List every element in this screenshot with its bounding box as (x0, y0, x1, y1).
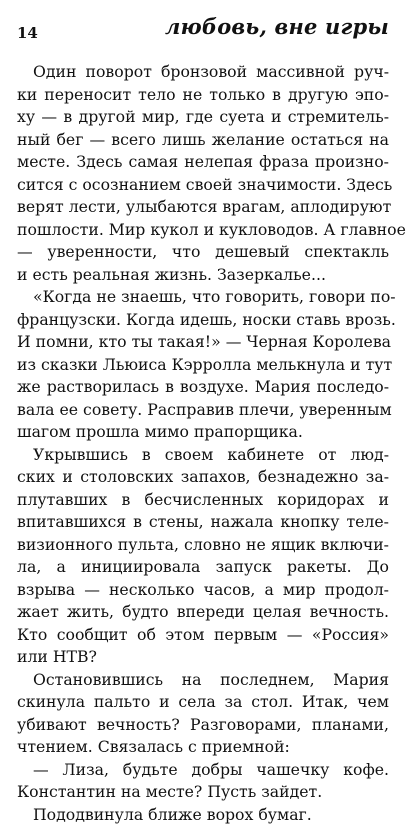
text-line: ла, а инициировала запуск ракеты. До (17, 556, 389, 579)
text-line: — Лиза, будьте добры чашечку кофе. (17, 759, 389, 782)
text-line: Константин на месте? Пусть зайдет. (17, 781, 389, 804)
text-line: Один поворот бронзовой массивной руч- (17, 61, 389, 84)
text-line: ки переносит тело не только в другую эпо- (17, 84, 389, 107)
text-line: — уверенности, что дешевый спектакль (17, 241, 389, 264)
paragraph (17, 61, 389, 286)
text-line: Остановившись на последнем, Мария (17, 669, 389, 692)
paragraph (17, 759, 389, 804)
body-text (17, 61, 389, 826)
running-title: любовь, вне игры (165, 14, 389, 39)
text-line: месте. Здесь самая нелепая фраза произно- (17, 151, 389, 174)
paragraph (17, 804, 389, 826)
paragraph (17, 444, 389, 669)
page-number: 14 (17, 24, 38, 42)
text-line: шагом прошла мимо прапорщика. (17, 421, 389, 444)
text-line: чтением. Связалась с приемной: (17, 736, 389, 759)
text-line: и есть реальная жизнь. Зазеркалье... (17, 264, 389, 287)
text-line: Пододвинула ближе ворох бумаг. (17, 804, 389, 826)
text-line: ху — в другой мир, где суета и стремитель- (17, 106, 389, 129)
text-line: же растворилась в воздухе. Мария последо- (17, 376, 389, 399)
text-line: ских и столовских запахов, безнадежно за- (17, 466, 389, 489)
text-line: сится с осознанием своей значимости. Здесь (17, 174, 389, 197)
text-line: французски. Когда идешь, носки ставь врозь. (17, 309, 389, 332)
text-line: пошлости. Мир кукол и кукловодов. А главное (17, 219, 389, 242)
text-line: или НТВ? (17, 646, 389, 669)
text-line: скинула пальто и села за стол. Итак, чем (17, 691, 389, 714)
text-line: вала ее совету. Расправив плечи, уверенным (17, 399, 389, 422)
text-line: из сказки Льюиса Кэрролла мелькнула и тут (17, 354, 389, 377)
paragraph (17, 286, 389, 444)
text-line: впитавшихся в стены, нажала кнопку теле- (17, 511, 389, 534)
text-line: плутавших в бесчисленных коридорах и (17, 489, 389, 512)
text-line: «Когда не знаешь, что говорить, говори по- (17, 286, 389, 309)
text-line: верят лести, улыбаются врагам, аплодируют (17, 196, 389, 219)
paragraph (17, 669, 389, 759)
page-header (17, 14, 379, 54)
text-line: взрыва — несколько часов, а мир продол- (17, 579, 389, 602)
text-line: Кто сообщит об этом первым — «Россия» (17, 624, 389, 647)
text-line: И помни, кто ты такая!» — Черная Королева (17, 331, 389, 354)
text-line: визионного пульта, словно не ящик включи- (17, 534, 389, 557)
text-line: жает жить, будто впереди целая вечность. (17, 601, 389, 624)
text-line: ный бег — всего лишь желание остаться на (17, 129, 389, 152)
text-line: Укрывшись в своем кабинете от люд- (17, 444, 389, 467)
text-line: убивают вечность? Разговорами, планами, (17, 714, 389, 737)
